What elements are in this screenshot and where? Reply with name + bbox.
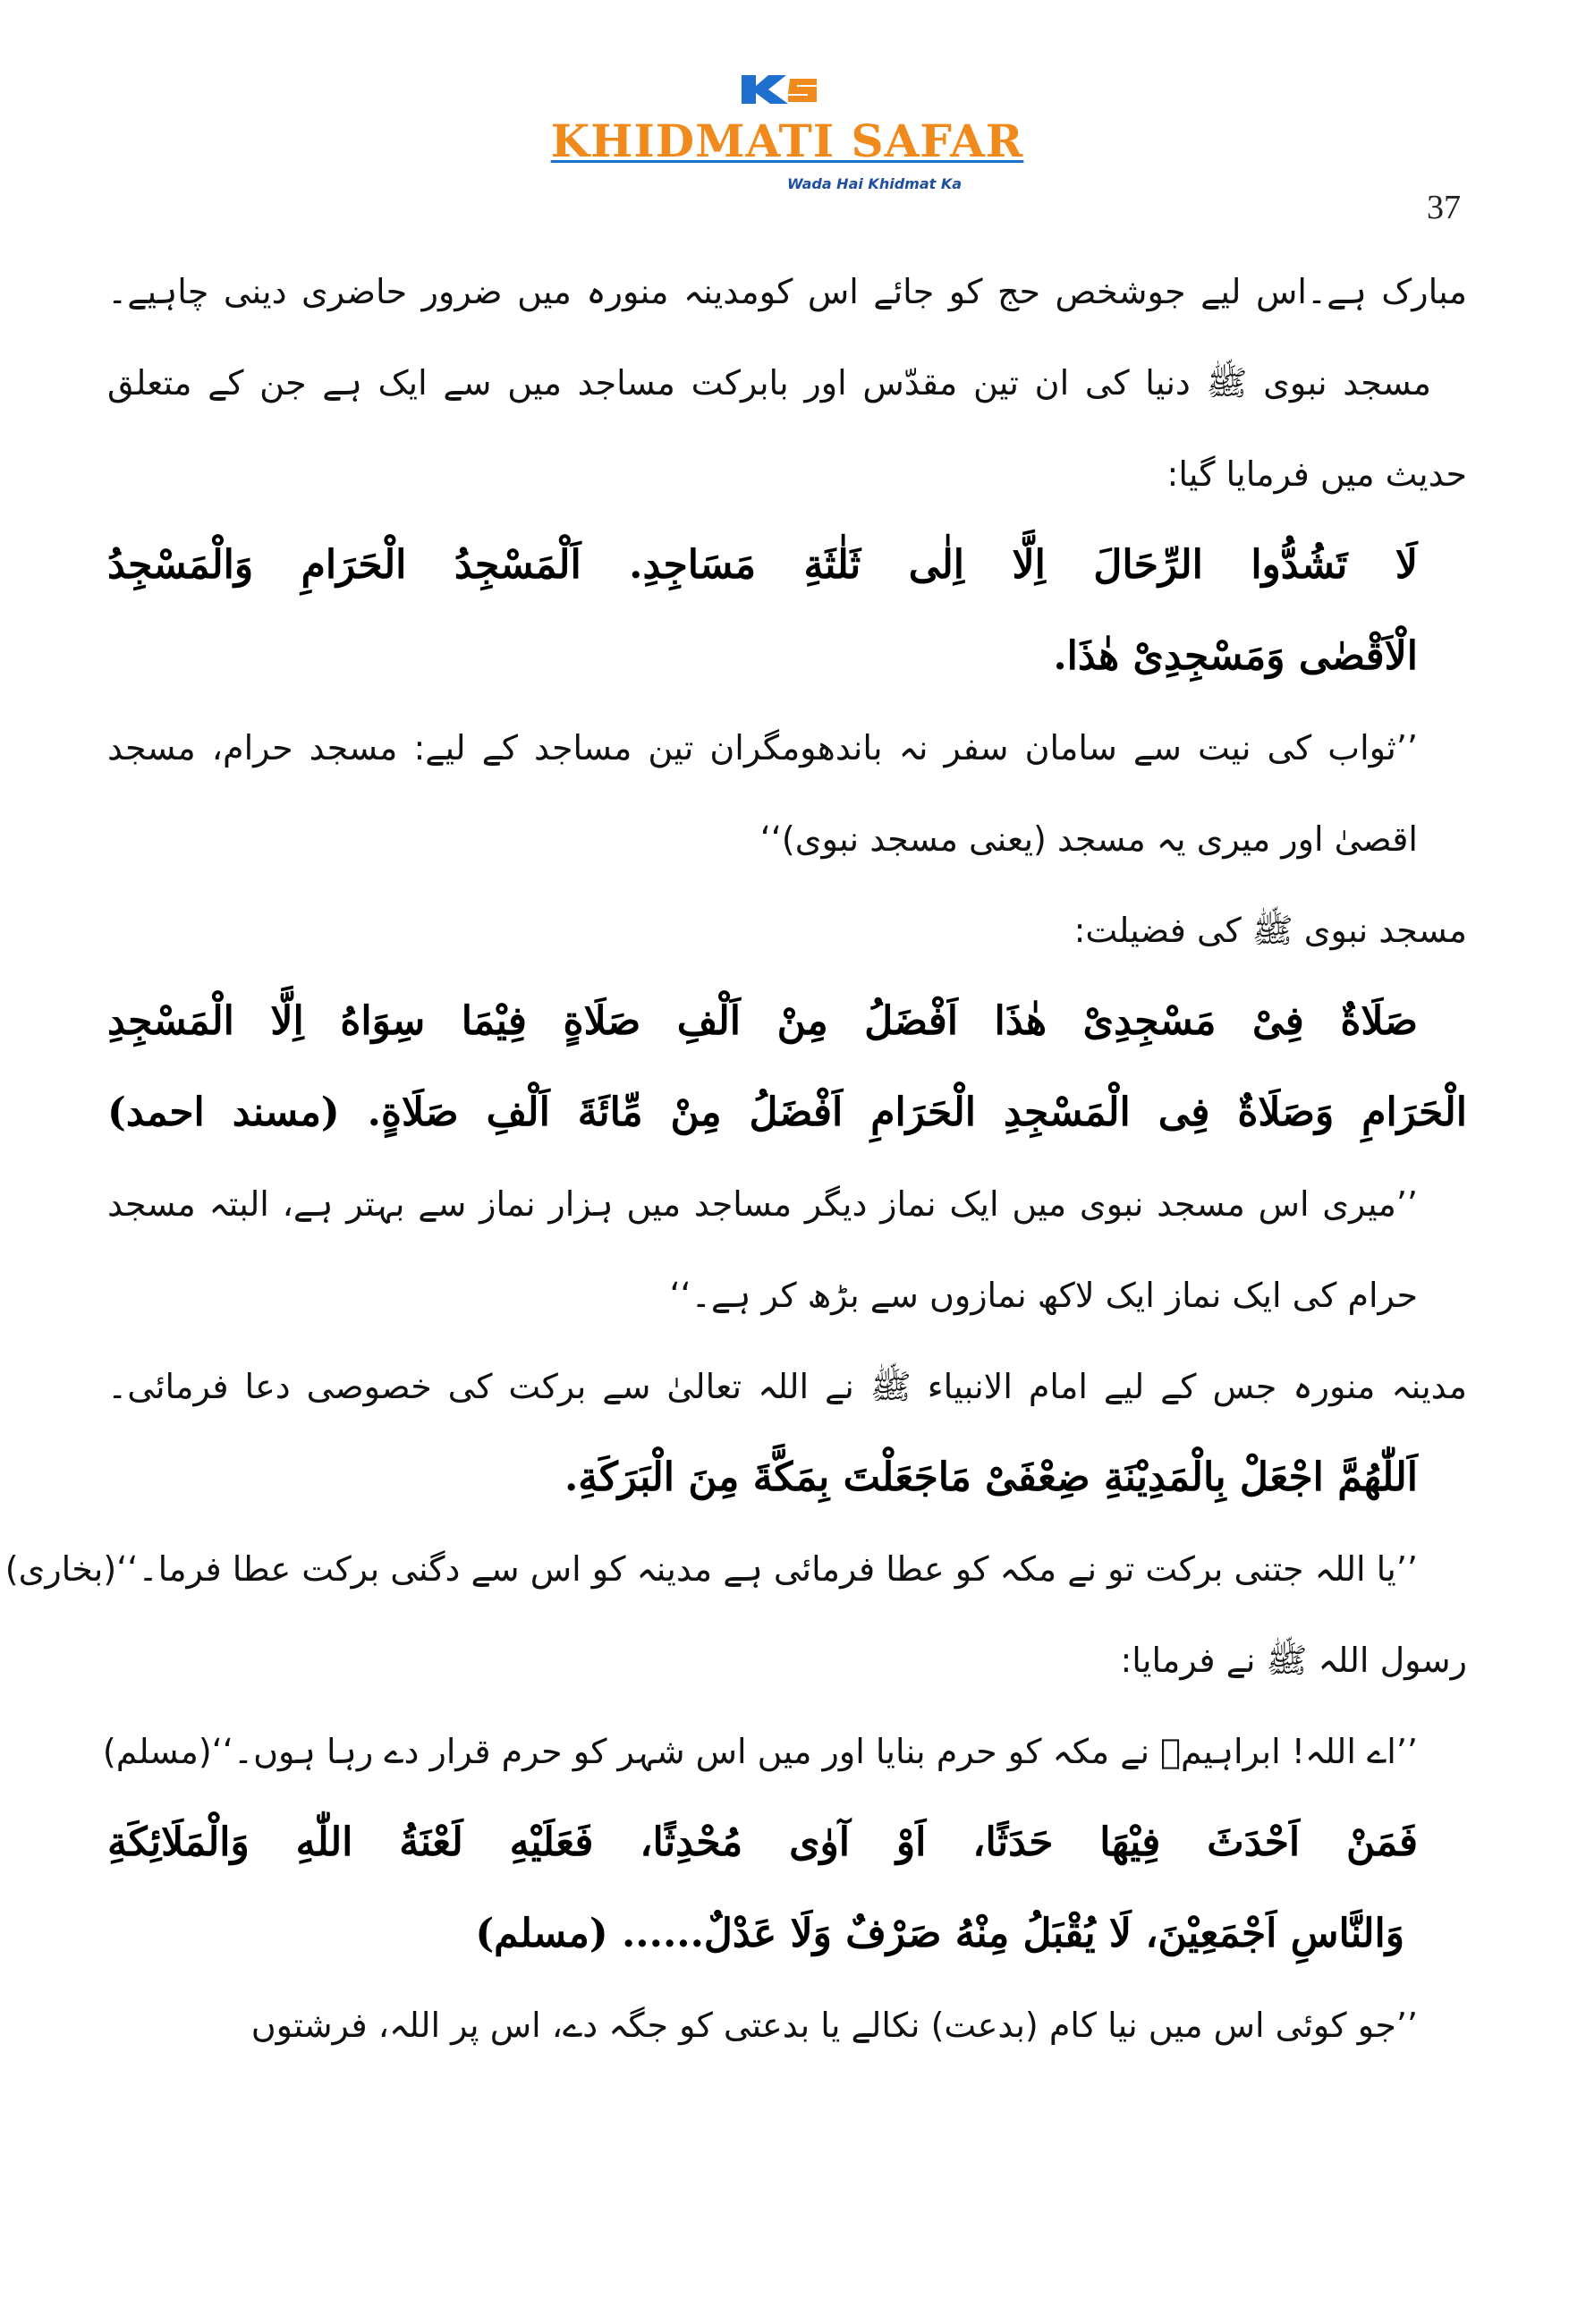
section-heading: مسجد نبوی ﷺ کی فضیلت: [1073,911,1467,950]
arabic-hadith-line: لَا تَشُدُّوا الرِّحَالَ اِلَّا اِلٰی ثَلٰثَةِ مَسَاجِدِ. اَلْمَسْجِدُ الْحَرَامِ وَالْمَسْجِدُ [107,542,1418,588]
brand-tagline: Wada Hai Khidmat Ka [787,175,963,192]
khidmati-safar-logo-icon [738,70,818,109]
translation-line: ’’اے اللہ! ابراہیمؑ نے مکہ کو حرم بنایا اور میں اس شہر کو حرم قرار دے رہا ہوں۔‘‘(مسلم) [102,1732,1418,1771]
arabic-hadith-line: اَللّٰهُمَّ اجْعَلْ بِالْمَدِیْنَةِ ضِعْفَیْ مَاجَعَلْتَ بِمَكَّةَ مِنَ الْبَرَكَةِ. [564,1455,1418,1500]
translation-line: ’’میری اس مسجد نبوی میں ایک نماز دیگر مساجد میں ہزار نماز سے بہتر ہے، البتہ مسجد [107,1184,1418,1224]
translation-line: ’’یا اللہ جتنی برکت تو نے مکہ کو عطا فرمائی ہے مدینہ کو اس سے دگنی برکت عطا فرما۔‘‘(بخاری) [4,1549,1418,1589]
translation-line: اقصیٰ اور میری یہ مسجد (یعنی مسجد نبوی)‘‘ [759,819,1418,859]
text-line: مسجد نبوی ﷺ دنیا کی ان تین مقدّس اور بابرکت مساجد میں سے ایک ہے جن کے متعلق [107,363,1431,403]
arabic-hadith-line: الْحَرَامِ وَصَلَاةٌ فِی الْمَسْجِدِ الْحَرَامِ اَفْضَلُ مِنْ مِّائَةَ اَلْفِ صَلَاةٍ. (مسند احمد) [107,1090,1467,1135]
translation-line: ’’ثواب کی نیت سے سامان سفر نہ باندھومگران تین مساجد کے لیے: مسجد حرام، مسجد [107,728,1418,768]
text-line: حدیث میں فرمایا گیا: [1166,454,1467,494]
page-number: 37 [1427,189,1461,226]
translation-line: حرام کی ایک نماز ایک لاکھ نمازوں سے بڑھ کر ہے۔‘‘ [669,1276,1418,1315]
text-line: مبارک ہے۔اس لیے جوشخص حج کو جائے اس کومدینہ منورہ میں ضرور حاضری دینی چاہیے۔ [107,272,1467,311]
arabic-hadith-line: فَمَنْ اَحْدَثَ فِیْهَا حَدَثًا، اَوْ آوٰی مُحْدِثًا، فَعَلَیْهِ لَعْنَةُ اللّٰهِ وَالْمَلَائِكَةِ [107,1819,1418,1865]
arabic-hadith-line: الْاَقْصٰی وَمَسْجِدِیْ هٰذَا. [1053,633,1418,679]
page-header [0,0,1569,206]
arabic-hadith-line: وَالنَّاسِ اَجْمَعِیْنَ، لَا یُقْبَلُ مِنْهُ صَرْفٌ وَلَا عَدْلٌ...... (مسلم) [475,1911,1404,1956]
arabic-hadith-line: صَلَاةٌ فِیْ مَسْجِدِیْ هٰذَا اَفْضَلُ مِنْ اَلْفِ صَلَاةٍ فِیْمَا سِوَاهُ اِلَّا الْمَسْجِدِ [107,998,1418,1044]
translation-line: ’’جو کوئی اس میں نیا کام (بدعت) نکالے یا بدعتی کو جگہ دے، اس پر اللہ، فرشتوں [250,2006,1418,2045]
page-body [4,246,1467,2071]
text-line: رسول اللہ ﷺ نے فرمایا: [1120,1641,1467,1680]
text-line: مدینہ منورہ جس کے لیے امام الانبیاء ﷺ نے اللہ تعالیٰ سے برکت کی خصوصی دعا فرمائی۔ [107,1367,1467,1406]
brand-name: KHIDMATI SAFAR [550,115,1024,167]
